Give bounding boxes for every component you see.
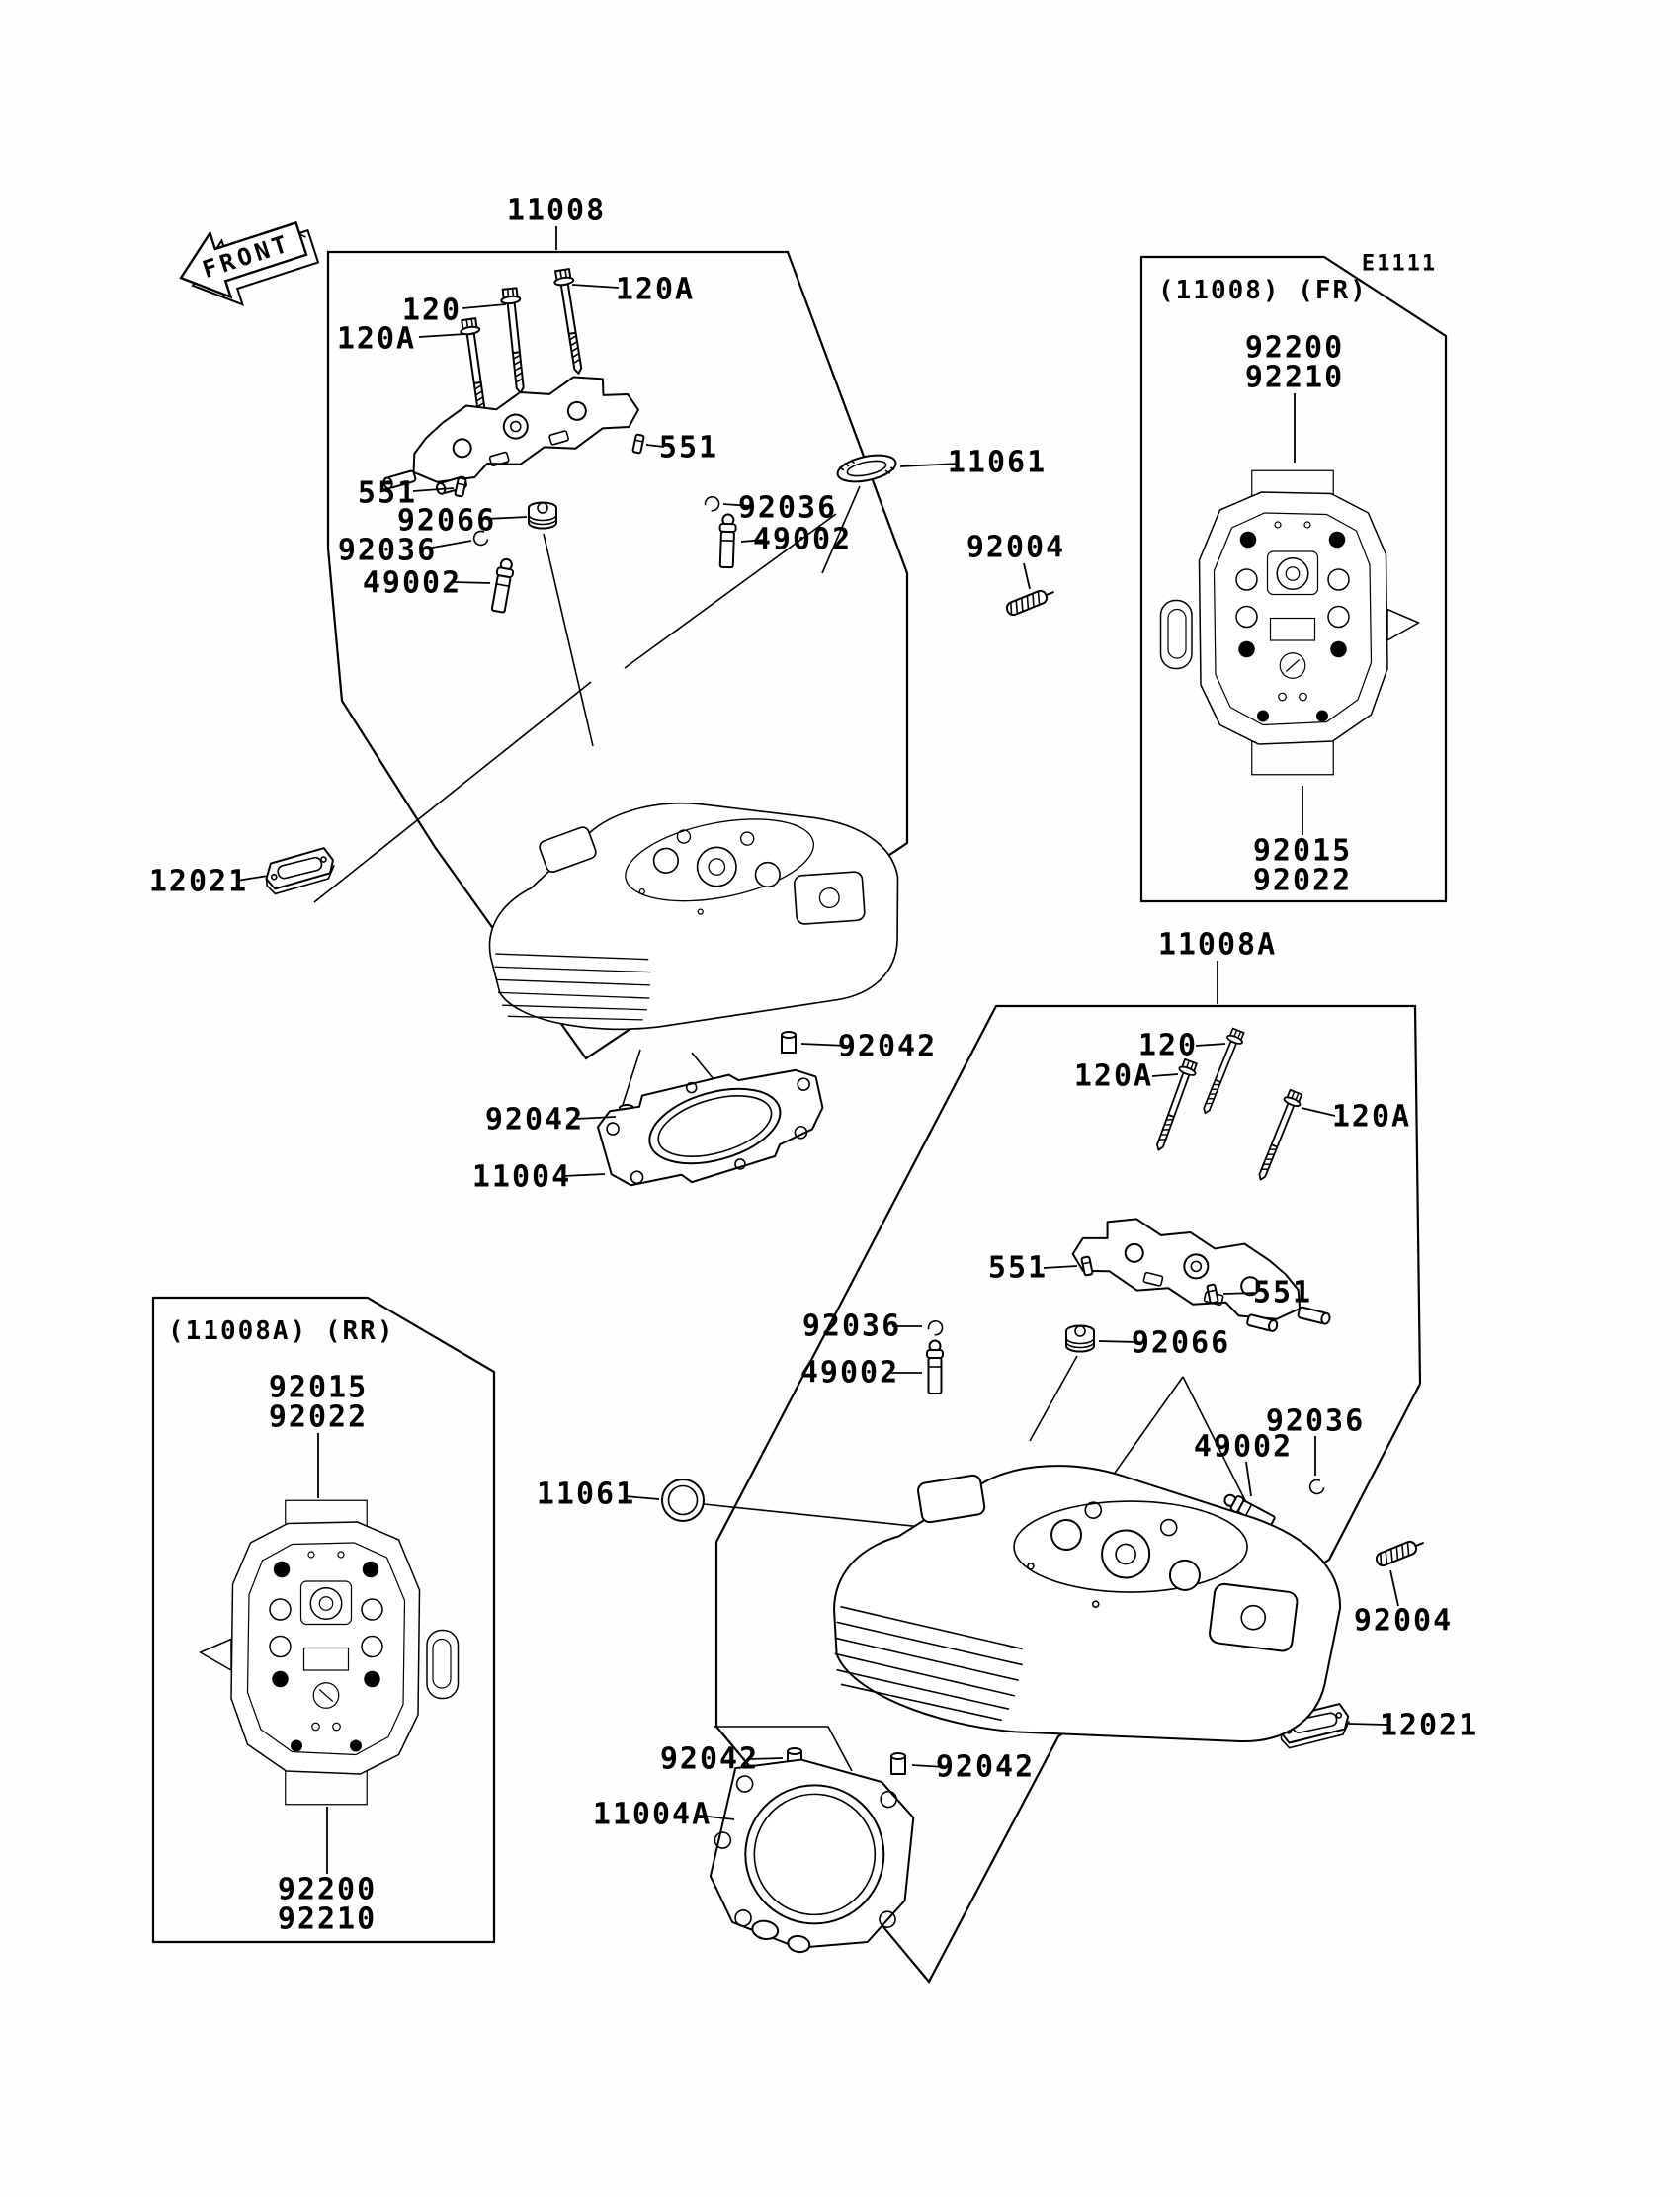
bolt-120a-rear-left-icon [1150,1058,1199,1152]
callout-49002-a2: 49002 [752,522,853,557]
callout-49002-a1: 49002 [362,565,462,601]
bolt-120a-rear-right-icon [1253,1089,1304,1183]
callout-92036-b1: 92036 [801,1309,902,1344]
cylinder-head-front-icon [480,788,907,1038]
head-top-view-fr-icon [1161,470,1419,775]
cylinder-head-rear-icon [821,1439,1353,1769]
rr-box-title: (11008A) (RR) [168,1316,395,1346]
callout-92042-b2: 92042 [935,1749,1036,1785]
callout-551-a1: 551 [658,430,719,465]
callout-12021-b: 12021 [1379,1708,1479,1743]
callout-120a-a1-leader [419,334,465,337]
callout-92004-a-leader [1024,563,1030,589]
clip-92036-rear-lower-icon [1308,1479,1325,1496]
front-direction-arrow [171,204,324,319]
callout-551-b2-leader [1223,1293,1256,1294]
head-top-view-rr-icon [201,1500,459,1805]
callout-49002-b2-leader [1246,1462,1251,1496]
callout-120a-a2-leader [572,285,619,288]
breather-gasket-11061-front-icon [835,451,898,486]
callout-11008a: 11008A [1157,927,1278,963]
rr-top-part-1: 92015 [268,1370,369,1405]
rr-bottom-part-2: 92210 [277,1901,378,1937]
callout-551-b1: 551 [987,1250,1049,1286]
callout-92036-a1: 92036 [337,533,438,568]
dowel-92042-rear-right-icon [891,1753,905,1774]
callout-92036-b2: 92036 [1265,1403,1366,1439]
rr-bottom-part-1: 92200 [277,1872,378,1907]
callout-120-b-leader [1196,1044,1225,1046]
callout-120-a: 120 [401,293,462,328]
callout-11061-b: 11061 [536,1477,636,1512]
callout-120a-a2: 120A [615,272,696,307]
callout-92066-a: 92066 [396,503,497,539]
bolt-120-front-icon [500,288,530,393]
clip-92036-rear-upper-icon [926,1318,945,1337]
callout-11004: 11004 [471,1159,572,1195]
callout-92004-b-leader [1390,1570,1398,1606]
callout-11061-a: 11061 [947,445,1048,480]
dowel-92042-front-right-icon [782,1032,796,1053]
head-gasket-11004-icon [593,1049,835,1204]
fr-box-title: (11008) (FR) [1158,276,1368,305]
callout-551-b2: 551 [1252,1275,1313,1310]
valve-guide-49002-rear-upper-icon [927,1341,943,1394]
callout-49002-b2: 49002 [1193,1429,1294,1465]
callout-92042-b1: 92042 [659,1741,760,1777]
callout-120a-b2: 120A [1331,1099,1412,1135]
callout-11004a: 11004A [592,1797,713,1832]
callout-92036-a2: 92036 [737,490,838,526]
fr-top-part-2: 92210 [1244,360,1345,395]
cover-12021-front-icon [262,847,338,895]
pin-551-front-right-icon [632,434,644,453]
callout-551-b1-leader [1044,1266,1077,1268]
fr-bottom-part-2: 92022 [1252,863,1353,898]
front-arrow-label: FRONT [199,228,294,285]
valve-guide-49002-front-right-icon [718,514,736,567]
callout-120-b: 120 [1137,1028,1199,1063]
callout-92066-b: 92066 [1131,1325,1231,1361]
stud-92004-front-icon [1005,586,1055,617]
callout-92042-a1: 92042 [837,1029,938,1064]
cap-92066-rear-icon [1066,1326,1094,1352]
clip-92036-front-right-icon [703,494,721,513]
callout-49002-b1: 49002 [799,1355,900,1391]
fr-top-part-1: 92200 [1244,330,1345,366]
callout-120a-b1-leader [1152,1074,1178,1076]
rr-top-part-2: 92022 [268,1399,369,1435]
rocker-case-rear-icon [1066,1204,1342,1343]
callout-120a-b2-leader [1302,1108,1335,1116]
callout-120a-a1: 120A [336,321,417,357]
callout-11008: 11008 [506,193,607,228]
callout-92004-b: 92004 [1353,1603,1454,1639]
callout-120a-b1: 120A [1073,1058,1154,1094]
callout-12021-a: 12021 [148,864,249,899]
cap-92066-front-icon [529,503,556,529]
fr-bottom-part-1: 92015 [1252,833,1353,869]
callout-92042-a2: 92042 [484,1102,585,1138]
valve-guide-49002-front-left-icon [490,558,515,613]
drawing-code: E1111 [1361,251,1438,277]
callout-120-a-leader [462,304,506,308]
o-ring-11061-rear-icon [662,1479,704,1521]
callout-551-a2: 551 [357,475,418,511]
callout-92004-a: 92004 [966,530,1066,565]
stud-92004-rear-icon [1375,1537,1425,1567]
bolt-120-rear-icon [1198,1028,1246,1117]
